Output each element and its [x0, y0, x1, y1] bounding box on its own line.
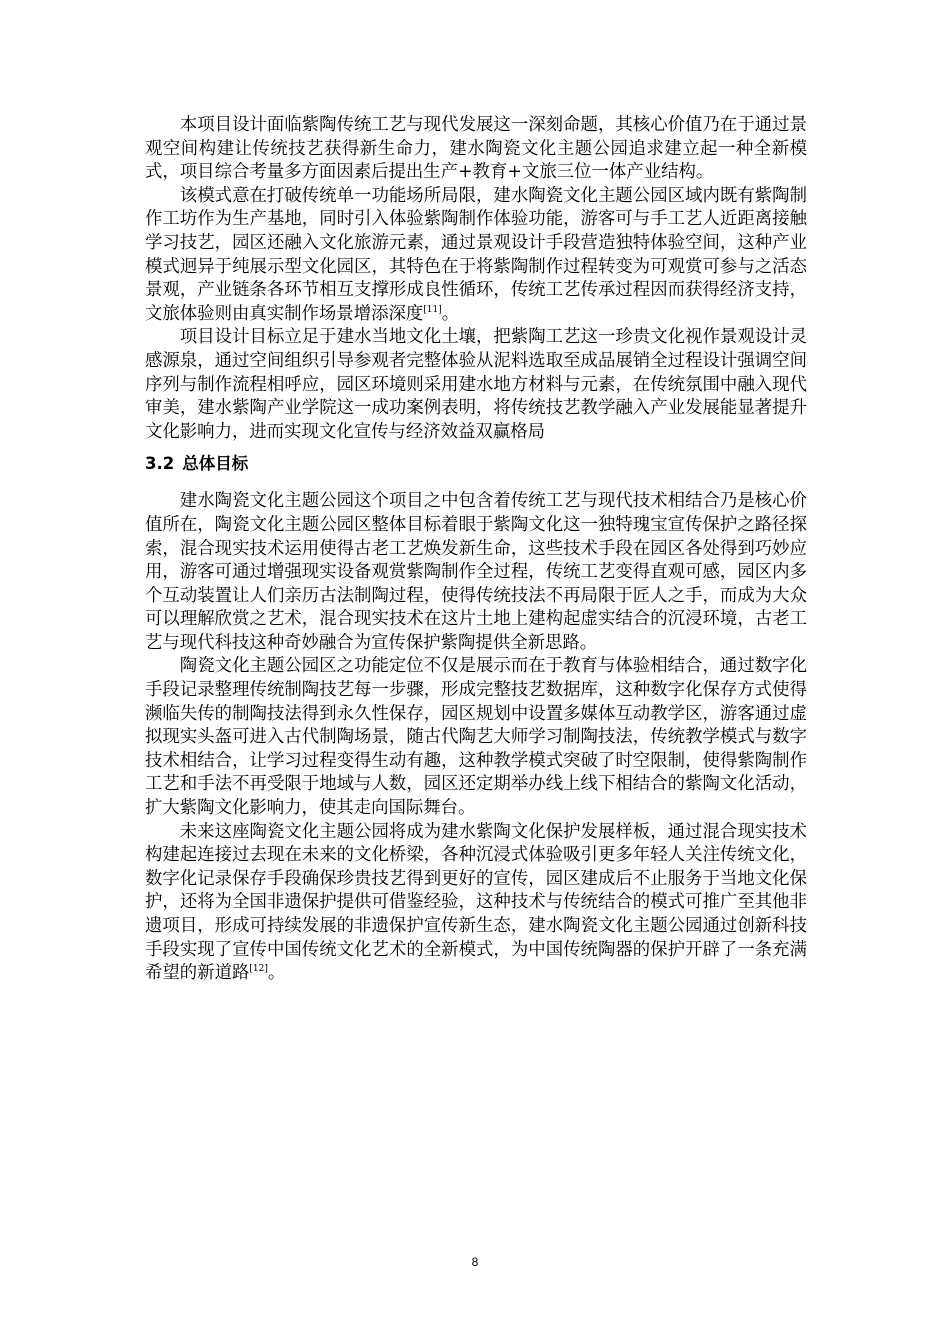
paragraph: 未来这座陶瓷文化主题公园将成为建水紫陶文化保护发展样板，通过混合现实技术构建起连接过去现在未来的文化桥梁，各种沉浸式体验吸引更多年轻人关注传统文化，数字化记录保存手段确保珍贵技艺得到更好的宣传，园区建成后不止服务于当地文化保护，还将为全国非遗保护提供可借鉴经验，这种技术与传统结合的模式可推广至其他非遗项目，形成可持续发展的非遗保护宣传新生态，建水陶瓷文化主题公园通过创新科技手段实现了宣传中国传统文化艺术的全新模式，为中国传统陶器的保护开辟了一条充满希望的新道路[12]。: [145, 821, 807, 984]
document-body: [145, 114, 807, 986]
citation-ref: [12]: [249, 964, 268, 975]
paragraph: 该模式意在打破传统单一功能场所局限，建水陶瓷文化主题公园区域内既有紫陶制作工坊作为生产基地，同时引入体验紫陶制作体验功能，游客可与手工艺人近距离接触学习技艺，园区还融入文化旅游元素，通过景观设计手段营造独特体验空间，这种产业模式迥异于纯展示型文化园区，其特色在于将紫陶制作过程转变为可观赏可参与之活态景观，产业链条各环节相互支撑形成良性循环，传统工艺传承过程因而获得经济支持，文旅体验则由真实制作场景增添深度[11]。: [145, 185, 807, 324]
paragraph: 建水陶瓷文化主题公园这个项目之中包含着传统工艺与现代技术相结合乃是核心价值所在，陶瓷文化主题公园区整体目标着眼于紫陶文化这一独特瑰宝宣传保护之路径探索，混合现实技术运用使得古老工艺焕发新生命，这些技术手段在园区各处得到巧妙应用，游客可通过增强现实设备观赏紫陶制作全过程，传统工艺变得直观可感，园区内多个互动装置让人们亲历古法制陶过程，使得传统技法不再局限于匠人之手，而成为大众可以理解欣赏之艺术，混合现实技术在这片土地上建构起虚实结合的沉浸环境，古老工艺与现代科技这种奇妙融合为宣传保护紫陶提供全新思路。: [145, 491, 807, 653]
page-number: 8: [471, 1255, 479, 1269]
paragraph: 本项目设计面临紫陶传统工艺与现代发展这一深刻命题，其核心价值乃在于通过景观空间构建让传统技艺获得新生命力，建水陶瓷文化主题公园追求建立起一种全新模式，项目综合考量多方面因素后提出生产+教育+文旅三位一体产业结构。: [145, 115, 807, 183]
paragraph: 陶瓷文化主题公园区之功能定位不仅是展示而在于教育与体验相结合，通过数字化手段记录整理传统制陶技艺每一步骤，形成完整技艺数据库，这种数字化保存方式使得濒临失传的制陶技法得到永久性保存，园区规划中设置多媒体互动教学区，游客通过虚拟现实头盔可进入古代制陶场景，随古代陶艺大师学习制陶技法，传统教学模式与数字技术相结合，让学习过程变得生动有趣，这种教学模式突破了时空限制，使得紫陶制作工艺和手法不再受限于地域与人数，园区还定期举办线上线下相结合的紫陶文化活动，扩大紫陶文化影响力，使其走向国际舞台。: [145, 656, 807, 819]
section-title: 总体目标: [182, 454, 249, 474]
citation-ref: [11]: [423, 304, 442, 315]
section-heading: [145, 452, 807, 476]
paragraph: 项目设计目标立足于建水当地文化土壤，把紫陶工艺这一珍贵文化视作景观设计灵感源泉，通过空间组织引导参观者完整体验从泥料选取至成品展销全过程设计强调空间序列与制作流程相呼应，园区环境则采用建水地方材料与元素，在传统氛围中融入现代审美，建水紫陶产业学院这一成功案例表明，将传统技艺教学融入产业发展能显著提升文化影响力，进而实现文化宣传与经济效益双赢格局: [145, 327, 807, 442]
section-number: 3.2: [145, 454, 175, 474]
